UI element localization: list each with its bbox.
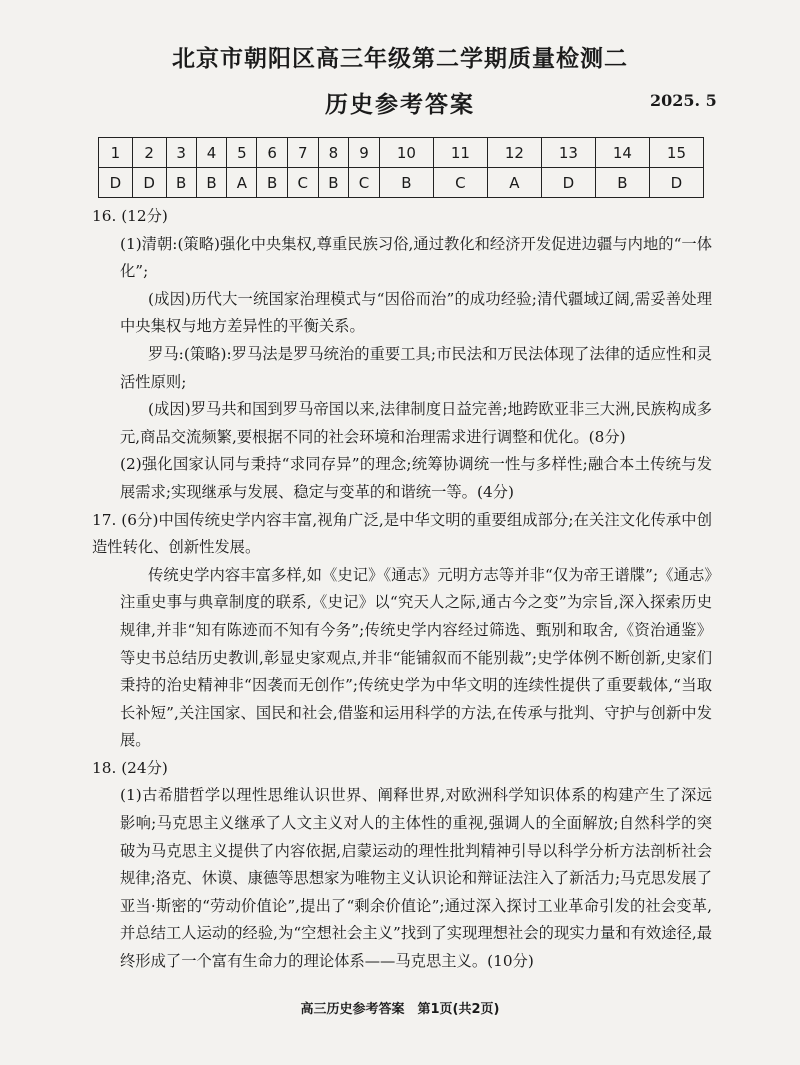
answer-cell: B — [318, 168, 348, 198]
question-number-cell: 10 — [379, 138, 433, 168]
answer-cell: B — [257, 168, 287, 198]
answer-cell: A — [227, 168, 257, 198]
question-17-thesis: 17. (6分)中国传统史学内容丰富,视角广泛,是中华文明的重要组成部分;在关注文化传承中创造性转化、创新性发展。 — [92, 510, 712, 557]
question-16-part-1-qing: (1)清朝:(策略)强化中央集权,尊重民族习俗,通过教化和经济开发促进边疆与内地的“一体化”; — [120, 234, 712, 281]
answer-cell: B — [166, 168, 196, 198]
question-number-cell: 8 — [318, 138, 348, 168]
answer-key-title: 历史参考答案 — [325, 91, 475, 118]
question-number-cell: 15 — [649, 138, 703, 168]
answer-cell: B — [595, 168, 649, 198]
exam-date: 2025. 5 — [650, 91, 717, 110]
multiple-choice-answer-table — [98, 137, 704, 198]
question-number-cell: 7 — [287, 138, 318, 168]
question-16-part-1-rome-cause: (成因)罗马共和国到罗马帝国以来,法律制度日益完善;地跨欧亚非三大洲,民族构成多元,商品交流频繁,要根据不同的社会环境和治理需求进行调整和优化。(8分) — [120, 400, 712, 446]
question-18 — [92, 755, 712, 976]
answer-cell: D — [649, 168, 703, 198]
question-18-part-1: (1)古希腊哲学以理性思维认识世界、阐释世界,对欧洲科学知识体系的构建产生了深远影响;马克思主义继承了人文主义对人的主体性的重视,强调人的全面解放;自然科学的突破为马克思主义提供了内容依据,启蒙运动的理性批判精神引导以科学分析方法剖析社会规律;洛克、休谟、康德等思想家为唯物主义认识论和辩证法注入了新活力;马克思发展了亚当·斯密的“劳动价值论”,提出了“剩余价值论”;通过深入探讨工业革命引发的社会变革,并总结工人运动的经验,为“空想社会主义”找到了实现理想社会的现实力量和有效途径,最终形成了一个富有生命力的理论体系——马克思主义。(10分) — [120, 786, 712, 971]
question-16-heading: 16. (12分) — [92, 207, 168, 225]
answer-cell: D — [541, 168, 595, 198]
answer-cell: C — [349, 168, 380, 198]
question-number-cell: 1 — [99, 138, 133, 168]
question-number-cell: 6 — [257, 138, 287, 168]
question-number-cell: 2 — [132, 138, 166, 168]
answer-row — [99, 168, 704, 198]
question-16-part-1-rome: 罗马:(策略):罗马法是罗马统治的重要工具;市民法和万民法体现了法律的适应性和灵活性原则; — [120, 344, 712, 391]
answer-content — [92, 203, 712, 976]
question-17 — [92, 507, 712, 755]
question-number-cell: 12 — [487, 138, 541, 168]
exam-title: 北京市朝阳区高三年级第二学期质量检测二 — [172, 45, 628, 72]
question-18-heading: 18. (24分) — [92, 758, 168, 777]
question-number-cell: 4 — [196, 138, 226, 168]
answer-cell: D — [99, 168, 133, 198]
question-number-cell: 13 — [541, 138, 595, 168]
answer-cell: A — [487, 168, 541, 198]
question-number-cell: 9 — [349, 138, 380, 168]
answer-cell: B — [196, 168, 226, 198]
question-number-cell: 5 — [227, 138, 257, 168]
question-number-cell: 11 — [433, 138, 487, 168]
answer-cell: B — [379, 168, 433, 198]
question-number-cell: 14 — [595, 138, 649, 168]
answer-cell: D — [132, 168, 166, 198]
question-number-cell: 3 — [166, 138, 196, 168]
question-16-part-1-qing-cause: (成因)历代大一统国家治理模式与“因俗而治”的成功经验;清代疆域辽阔,需妥善处理中央集权与地方差异性的平衡关系。 — [120, 289, 712, 336]
question-16-part-2: (2)强化国家认同与秉持“求同存异”的理念;统筹协调统一性与多样性;融合本土传统与发展需求;实现继承与发展、稳定与变革的和谐统一等。(4分) — [120, 455, 712, 501]
question-16 — [92, 203, 712, 507]
page-footer: 高三历史参考答案 第1页(共2页) — [300, 1002, 500, 1017]
question-number-row — [99, 138, 704, 168]
answer-cell: C — [433, 168, 487, 198]
answer-cell: C — [287, 168, 318, 198]
question-17-argument: 传统史学内容丰富多样,如《史记》《通志》元明方志等并非“仅为帝王谱牒”;《通志》注重史事与典章制度的联系,《史记》以“究天人之际,通古今之变”为宗旨,深入探索历史规律,并非“知有陈迹而不知有今务”;传统史学内容经过筛选、甄别和取舍,《资治通鉴》等史书总结历史教训,彰显史家观点,并非“能铺叙而不能别裁”;史学体例不断创新,史家们秉持的治史精神非“因袭而无创作”;传统史学为中华文明的连续性提供了重要载体,“当取长补短”,关注国家、国民和社会,借鉴和运用科学的方法,在传承与批判、守护与创新中发展。 — [120, 565, 712, 750]
